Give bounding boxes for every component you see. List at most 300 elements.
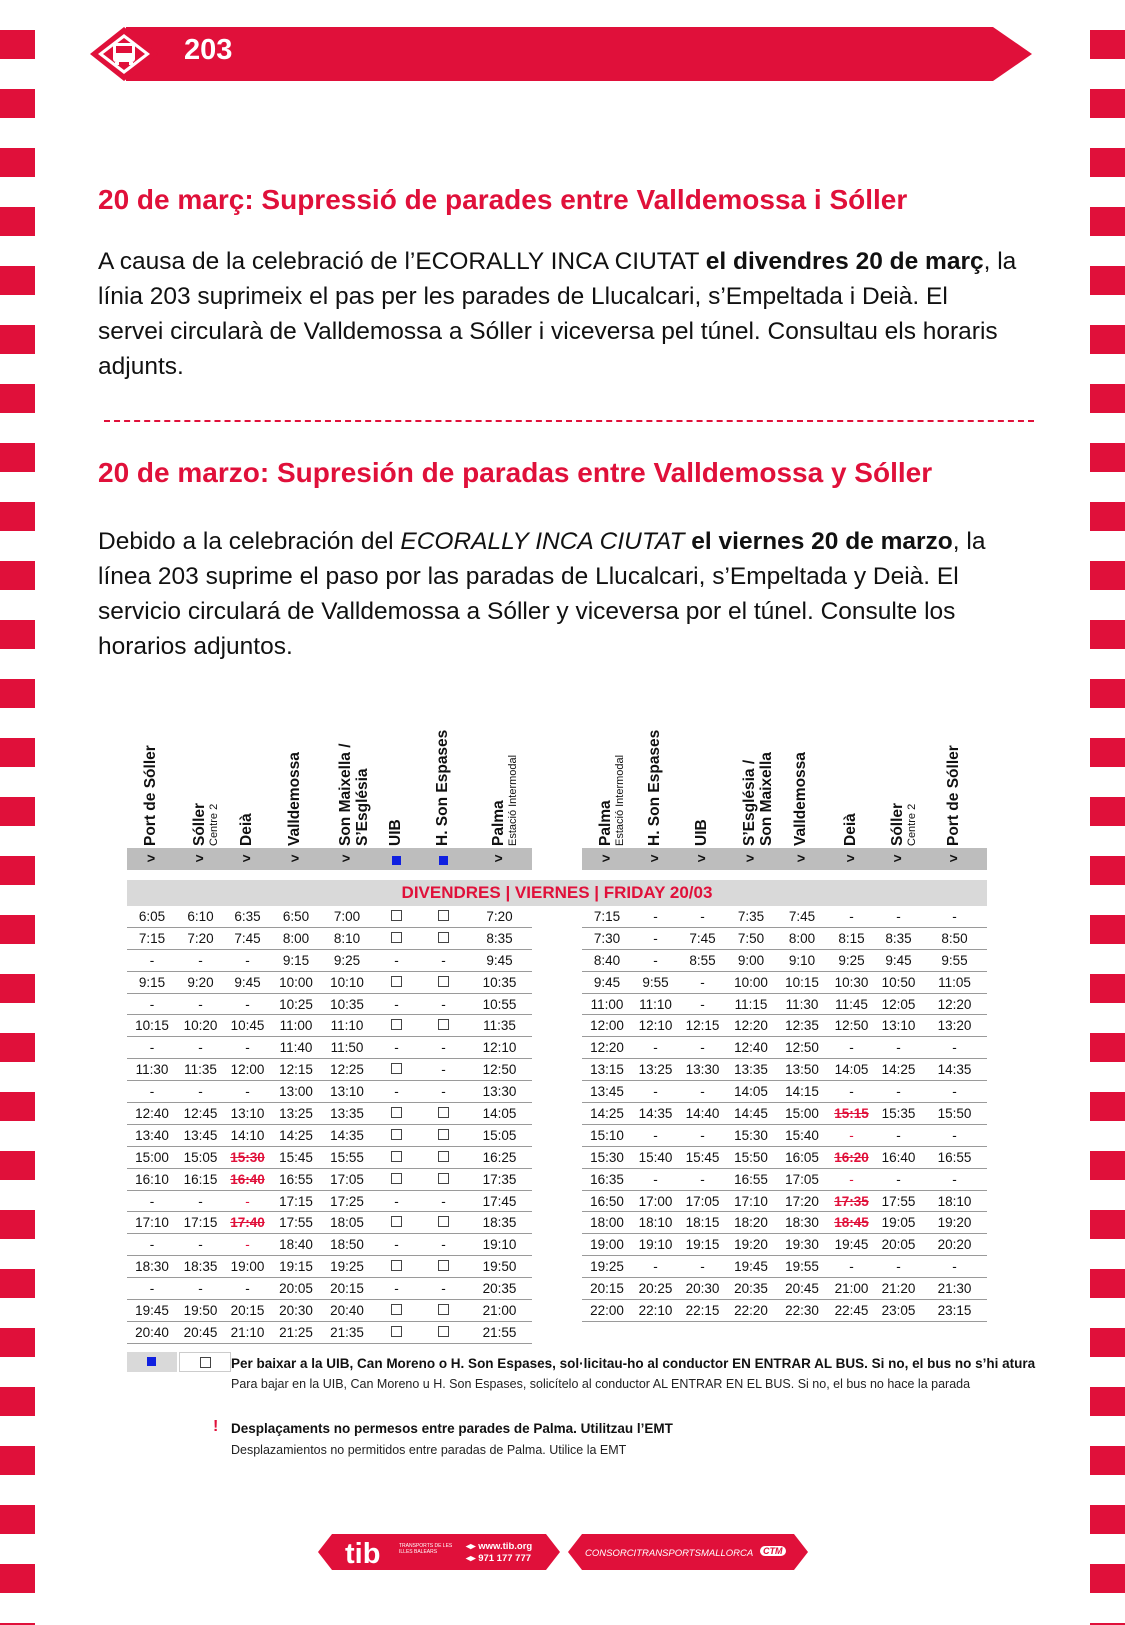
table-row bbox=[582, 906, 987, 927]
time-cell: 8:00 bbox=[776, 927, 828, 949]
right-stop-header bbox=[726, 728, 776, 846]
time-cell: - bbox=[127, 1278, 177, 1300]
notice-body-es bbox=[98, 524, 1018, 664]
table-row bbox=[127, 1168, 532, 1190]
time-cell: 20:25 bbox=[632, 1278, 679, 1300]
time-cell: 20:35 bbox=[726, 1278, 776, 1300]
time-cell: 8:00 bbox=[271, 927, 321, 949]
time-cell: - bbox=[127, 1190, 177, 1212]
time-cell bbox=[373, 1059, 420, 1081]
table-row bbox=[582, 1059, 987, 1081]
table-row bbox=[582, 1300, 987, 1322]
time-cell: 11:50 bbox=[321, 1037, 373, 1059]
time-cell bbox=[373, 1168, 420, 1190]
time-cell: 12:20 bbox=[582, 1037, 632, 1059]
legend-white-box bbox=[179, 1352, 231, 1372]
time-cell: 18:40 bbox=[271, 1234, 321, 1256]
stop-name: UIB bbox=[386, 819, 404, 846]
time-cell: - bbox=[632, 1256, 679, 1278]
table-row bbox=[582, 971, 987, 993]
time-cell: 6:05 bbox=[127, 906, 177, 927]
time-cell: - bbox=[373, 949, 420, 971]
stop-name: Valldemossa bbox=[792, 752, 809, 846]
time-cell: 8:35 bbox=[467, 927, 532, 949]
time-cell: - bbox=[679, 1256, 726, 1278]
time-cell bbox=[373, 971, 420, 993]
time-cell: 14:35 bbox=[632, 1103, 679, 1125]
time-cell: 7:30 bbox=[582, 927, 632, 949]
time-cell: - bbox=[875, 1124, 922, 1146]
time-cell: - bbox=[420, 949, 467, 971]
time-cell: 13:25 bbox=[632, 1059, 679, 1081]
time-cell: - bbox=[420, 1190, 467, 1212]
time-cell: 11:00 bbox=[271, 1015, 321, 1037]
time-cell: - bbox=[373, 1037, 420, 1059]
time-cell: 20:45 bbox=[177, 1321, 224, 1343]
time-cell: 21:00 bbox=[467, 1300, 532, 1322]
globe-icon: ◂▸ bbox=[466, 1541, 479, 1552]
table-row bbox=[582, 1278, 987, 1300]
table-row bbox=[127, 927, 532, 949]
time-cell: 16:15 bbox=[177, 1168, 224, 1190]
time-cell: - bbox=[373, 1190, 420, 1212]
time-cell: - bbox=[875, 1256, 922, 1278]
time-cell: 22:10 bbox=[632, 1300, 679, 1322]
time-cell: 19:15 bbox=[679, 1234, 726, 1256]
time-cell: - bbox=[632, 1168, 679, 1190]
time-cell: 14:05 bbox=[828, 1059, 875, 1081]
time-cell: - bbox=[224, 1278, 271, 1300]
time-cell: 13:35 bbox=[726, 1059, 776, 1081]
time-cell: 19:00 bbox=[582, 1234, 632, 1256]
time-cell: 7:15 bbox=[127, 927, 177, 949]
time-cell: - bbox=[632, 1124, 679, 1146]
time-cell: - bbox=[420, 1081, 467, 1103]
tib-contact[interactable] bbox=[466, 1541, 532, 1565]
time-cell: 21:55 bbox=[467, 1321, 532, 1343]
time-cell: 11:05 bbox=[922, 971, 987, 993]
time-cell: - bbox=[632, 949, 679, 971]
warning-icon: ! bbox=[213, 1418, 219, 1435]
day-label: DIVENDRES | VIERNES | FRIDAY 20/03 bbox=[127, 880, 987, 906]
table-row bbox=[582, 927, 987, 949]
table-row bbox=[582, 949, 987, 971]
table-row bbox=[127, 1190, 532, 1212]
time-cell: 17:40 bbox=[224, 1212, 271, 1234]
time-cell: 9:55 bbox=[632, 971, 679, 993]
time-cell: 17:00 bbox=[632, 1190, 679, 1212]
time-cell: 15:15 bbox=[828, 1103, 875, 1125]
time-cell: 13:45 bbox=[582, 1081, 632, 1103]
time-cell: - bbox=[177, 1278, 224, 1300]
table-row bbox=[127, 1146, 532, 1168]
time-cell: 20:15 bbox=[224, 1300, 271, 1322]
time-cell: 18:50 bbox=[321, 1234, 373, 1256]
time-cell: 14:40 bbox=[679, 1103, 726, 1125]
time-cell: - bbox=[224, 993, 271, 1015]
time-cell: 16:20 bbox=[828, 1146, 875, 1168]
time-cell: 10:20 bbox=[177, 1015, 224, 1037]
table-row bbox=[127, 1081, 532, 1103]
table-row bbox=[582, 1190, 987, 1212]
time-cell: - bbox=[922, 1081, 987, 1103]
time-cell: 17:20 bbox=[776, 1190, 828, 1212]
time-cell: 16:40 bbox=[875, 1146, 922, 1168]
stop-subname: Estació Intermodal bbox=[506, 754, 519, 846]
table-row bbox=[127, 1059, 532, 1081]
time-cell: 19:45 bbox=[127, 1300, 177, 1322]
time-cell bbox=[420, 1300, 467, 1322]
right-stop-header bbox=[828, 728, 875, 846]
table-row bbox=[582, 1081, 987, 1103]
time-cell: 11:35 bbox=[467, 1015, 532, 1037]
time-cell: 15:30 bbox=[582, 1146, 632, 1168]
left-stop-header bbox=[177, 728, 224, 846]
time-cell: 7:45 bbox=[679, 927, 726, 949]
right-stop-header bbox=[922, 728, 987, 846]
time-cell bbox=[420, 971, 467, 993]
time-cell: 13:35 bbox=[321, 1103, 373, 1125]
time-cell: 20:15 bbox=[321, 1278, 373, 1300]
time-cell: 19:55 bbox=[776, 1256, 828, 1278]
ctm-badge: CTM bbox=[760, 1546, 786, 1556]
time-cell: 8:40 bbox=[582, 949, 632, 971]
time-cell: 12:40 bbox=[127, 1103, 177, 1125]
time-cell: - bbox=[828, 1256, 875, 1278]
time-cell: 16:50 bbox=[582, 1190, 632, 1212]
time-cell: 12:35 bbox=[776, 1015, 828, 1037]
time-cell: 10:00 bbox=[271, 971, 321, 993]
time-cell: 12:50 bbox=[776, 1037, 828, 1059]
stop-name: Son Maixella / S’Església bbox=[337, 743, 371, 846]
table-row bbox=[582, 1234, 987, 1256]
ctm-logo-text: CONSORCITRANSPORTSMALLORCA bbox=[585, 1548, 754, 1559]
time-cell: 18:45 bbox=[828, 1212, 875, 1234]
table-row bbox=[127, 1321, 532, 1343]
time-cell: 8:50 bbox=[922, 927, 987, 949]
time-cell: 6:50 bbox=[271, 906, 321, 927]
time-cell: 15:30 bbox=[726, 1124, 776, 1146]
time-cell bbox=[420, 1321, 467, 1343]
time-cell: 15:35 bbox=[875, 1103, 922, 1125]
time-cell bbox=[420, 1146, 467, 1168]
time-cell: 9:15 bbox=[127, 971, 177, 993]
time-cell: 12:20 bbox=[922, 993, 987, 1015]
time-cell: 12:10 bbox=[467, 1037, 532, 1059]
time-cell: 10:00 bbox=[726, 971, 776, 993]
table-row bbox=[582, 1103, 987, 1125]
notice-es-text-2: , la línea 203 suprime el paso por las paradas de Llucalcari, s’Empeltada y Deià. El servicio circulará de Valldemossa a Sóller y viceversa por el túnel. Consulte los horarios adjuntos. bbox=[98, 528, 986, 660]
right-direction-row bbox=[582, 848, 987, 870]
stop-subname: Estació Intermodal bbox=[614, 754, 626, 846]
time-cell: 13:00 bbox=[271, 1081, 321, 1103]
time-cell: - bbox=[632, 927, 679, 949]
time-cell bbox=[420, 927, 467, 949]
table-row bbox=[127, 1234, 532, 1256]
tib-logo: tib bbox=[345, 1538, 381, 1570]
direction-arrow: > bbox=[893, 850, 902, 866]
time-cell: 19:15 bbox=[271, 1256, 321, 1278]
timetable-palma-bound bbox=[127, 906, 532, 1344]
time-cell: 19:25 bbox=[582, 1256, 632, 1278]
time-cell: 18:10 bbox=[632, 1212, 679, 1234]
right-dashed-border bbox=[1090, 0, 1125, 1625]
time-cell: - bbox=[632, 1037, 679, 1059]
time-cell: 16:40 bbox=[224, 1168, 271, 1190]
timetable-left-headers bbox=[127, 728, 532, 866]
left-stop-header bbox=[127, 728, 177, 846]
right-stop-header bbox=[875, 728, 922, 846]
time-cell: 10:35 bbox=[467, 971, 532, 993]
time-cell: 16:55 bbox=[271, 1168, 321, 1190]
time-cell: - bbox=[373, 993, 420, 1015]
time-cell: 18:10 bbox=[922, 1190, 987, 1212]
time-cell: 18:30 bbox=[776, 1212, 828, 1234]
route-number: 203 bbox=[184, 34, 233, 66]
direction-arrow: > bbox=[291, 850, 300, 866]
time-cell: 22:20 bbox=[726, 1300, 776, 1322]
time-cell: 15:00 bbox=[127, 1146, 177, 1168]
time-cell: 13:30 bbox=[679, 1059, 726, 1081]
table-row bbox=[127, 949, 532, 971]
time-cell: 12:00 bbox=[582, 1015, 632, 1037]
direction-arrow: > bbox=[342, 850, 351, 866]
time-cell: 19:05 bbox=[875, 1212, 922, 1234]
time-cell: 12:50 bbox=[467, 1059, 532, 1081]
time-cell: - bbox=[177, 1081, 224, 1103]
legend-white-square-icon bbox=[200, 1357, 211, 1368]
notice-es-bold: el viernes 20 de marzo bbox=[684, 528, 953, 555]
time-cell: 14:35 bbox=[922, 1059, 987, 1081]
table-row bbox=[582, 1212, 987, 1234]
time-cell: - bbox=[679, 1081, 726, 1103]
time-cell: 11:10 bbox=[321, 1015, 373, 1037]
time-cell: - bbox=[828, 1037, 875, 1059]
time-cell: 20:20 bbox=[922, 1234, 987, 1256]
left-direction-row bbox=[127, 848, 532, 870]
time-cell: 11:15 bbox=[726, 993, 776, 1015]
time-cell: 21:25 bbox=[271, 1321, 321, 1343]
time-cell: 21:35 bbox=[321, 1321, 373, 1343]
time-cell: 13:40 bbox=[127, 1124, 177, 1146]
time-cell: 13:10 bbox=[875, 1015, 922, 1037]
time-cell: 10:10 bbox=[321, 971, 373, 993]
time-cell: 15:00 bbox=[776, 1103, 828, 1125]
time-cell bbox=[420, 1256, 467, 1278]
time-cell: 14:05 bbox=[467, 1103, 532, 1125]
phone-icon: ◂▸ bbox=[466, 1553, 479, 1564]
time-cell: - bbox=[127, 993, 177, 1015]
time-cell: - bbox=[224, 1234, 271, 1256]
time-cell: 18:00 bbox=[582, 1212, 632, 1234]
table-row bbox=[582, 1015, 987, 1037]
time-cell: 15:40 bbox=[632, 1146, 679, 1168]
table-row bbox=[582, 993, 987, 1015]
time-cell: 17:55 bbox=[271, 1212, 321, 1234]
time-cell: - bbox=[632, 906, 679, 927]
time-cell: 19:30 bbox=[776, 1234, 828, 1256]
time-cell: 16:35 bbox=[582, 1168, 632, 1190]
time-cell: 17:35 bbox=[828, 1190, 875, 1212]
time-cell: 15:50 bbox=[726, 1146, 776, 1168]
time-cell bbox=[420, 1168, 467, 1190]
stop-name: Palma bbox=[489, 800, 507, 846]
time-cell: - bbox=[127, 949, 177, 971]
stop-name: UIB bbox=[692, 819, 710, 846]
left-stop-header bbox=[373, 728, 420, 846]
time-cell: 19:10 bbox=[467, 1234, 532, 1256]
time-cell: - bbox=[632, 1081, 679, 1103]
time-cell: 12:50 bbox=[828, 1015, 875, 1037]
time-cell: 14:15 bbox=[776, 1081, 828, 1103]
time-cell: 22:30 bbox=[776, 1300, 828, 1322]
time-cell: 11:45 bbox=[828, 993, 875, 1015]
time-cell: 12:20 bbox=[726, 1015, 776, 1037]
time-cell: 17:10 bbox=[726, 1190, 776, 1212]
time-cell: - bbox=[828, 1081, 875, 1103]
notice-ca-text-1: A causa de la celebració de l’ECORALLY INCA CIUTAT bbox=[98, 248, 706, 275]
time-cell: 13:15 bbox=[582, 1059, 632, 1081]
direction-arrow: > bbox=[602, 850, 611, 866]
time-cell: 20:40 bbox=[321, 1300, 373, 1322]
time-cell: - bbox=[679, 1037, 726, 1059]
time-cell: 19:00 bbox=[224, 1256, 271, 1278]
time-cell: 15:40 bbox=[776, 1124, 828, 1146]
timetable-soller-bound bbox=[582, 906, 987, 1322]
time-cell: - bbox=[420, 993, 467, 1015]
time-cell: - bbox=[922, 1168, 987, 1190]
time-cell: - bbox=[373, 1234, 420, 1256]
time-cell: - bbox=[373, 1081, 420, 1103]
stop-name: Port de Sóller bbox=[142, 745, 159, 846]
time-cell: 9:00 bbox=[726, 949, 776, 971]
time-cell: 12:15 bbox=[679, 1015, 726, 1037]
time-cell: 9:25 bbox=[321, 949, 373, 971]
time-cell: 13:20 bbox=[922, 1015, 987, 1037]
time-cell: 22:45 bbox=[828, 1300, 875, 1322]
time-cell: - bbox=[127, 1234, 177, 1256]
time-cell: 16:55 bbox=[922, 1146, 987, 1168]
direction-arrow: > bbox=[697, 850, 706, 866]
time-cell bbox=[420, 906, 467, 927]
table-row bbox=[127, 1103, 532, 1125]
time-cell: 10:15 bbox=[127, 1015, 177, 1037]
time-cell bbox=[420, 1124, 467, 1146]
table-row bbox=[127, 1015, 532, 1037]
direction-arrow: > bbox=[846, 850, 855, 866]
time-cell: 15:30 bbox=[224, 1146, 271, 1168]
time-cell: 17:05 bbox=[679, 1190, 726, 1212]
time-cell: - bbox=[922, 906, 987, 927]
time-cell: 10:45 bbox=[224, 1015, 271, 1037]
time-cell: 15:45 bbox=[271, 1146, 321, 1168]
time-cell: 15:55 bbox=[321, 1146, 373, 1168]
time-cell: - bbox=[679, 993, 726, 1015]
time-cell: - bbox=[420, 1234, 467, 1256]
time-cell: - bbox=[177, 1234, 224, 1256]
time-cell bbox=[373, 927, 420, 949]
time-cell: 7:35 bbox=[726, 906, 776, 927]
time-cell: 20:15 bbox=[582, 1278, 632, 1300]
time-cell: - bbox=[875, 906, 922, 927]
time-cell: 9:45 bbox=[875, 949, 922, 971]
left-dashed-border bbox=[0, 0, 35, 1625]
time-cell: - bbox=[875, 1081, 922, 1103]
time-cell bbox=[420, 1103, 467, 1125]
time-cell: 12:10 bbox=[632, 1015, 679, 1037]
time-cell: 8:15 bbox=[828, 927, 875, 949]
time-cell: 17:10 bbox=[127, 1212, 177, 1234]
time-cell: 13:45 bbox=[177, 1124, 224, 1146]
time-cell: 20:30 bbox=[271, 1300, 321, 1322]
time-cell: 21:20 bbox=[875, 1278, 922, 1300]
time-cell: - bbox=[373, 1278, 420, 1300]
time-cell: 15:10 bbox=[582, 1124, 632, 1146]
time-cell bbox=[373, 906, 420, 927]
emt-note-es: Desplazamientos no permitidos entre paradas de Palma. Utilice la EMT bbox=[231, 1443, 627, 1457]
notice-title-ca: 20 de març: Supressió de parades entre Valldemossa i Sóller bbox=[98, 184, 908, 215]
time-cell: 16:05 bbox=[776, 1146, 828, 1168]
time-cell: 11:40 bbox=[271, 1037, 321, 1059]
time-cell: - bbox=[922, 1124, 987, 1146]
table-row bbox=[127, 1300, 532, 1322]
right-stop-headers bbox=[582, 728, 987, 846]
time-cell: - bbox=[679, 1124, 726, 1146]
time-cell: 8:55 bbox=[679, 949, 726, 971]
time-cell: - bbox=[177, 1190, 224, 1212]
time-cell: 19:25 bbox=[321, 1256, 373, 1278]
time-cell: 7:45 bbox=[776, 906, 828, 927]
time-cell: 17:35 bbox=[467, 1168, 532, 1190]
time-cell: 7:15 bbox=[582, 906, 632, 927]
time-cell: 13:10 bbox=[224, 1103, 271, 1125]
table-row bbox=[127, 1256, 532, 1278]
time-cell: 7:00 bbox=[321, 906, 373, 927]
time-cell: 18:20 bbox=[726, 1212, 776, 1234]
table-row bbox=[582, 1146, 987, 1168]
stop-name: S’Església / Son Maixella bbox=[741, 752, 775, 846]
tib-website-link[interactable]: www.tib.org bbox=[478, 1541, 533, 1552]
right-stop-header bbox=[632, 728, 679, 846]
time-cell bbox=[420, 1212, 467, 1234]
time-cell bbox=[373, 1103, 420, 1125]
time-cell: - bbox=[420, 1037, 467, 1059]
time-cell bbox=[373, 1321, 420, 1343]
time-cell: 10:30 bbox=[828, 971, 875, 993]
stop-name: Deià bbox=[841, 813, 859, 846]
time-cell: 7:45 bbox=[224, 927, 271, 949]
time-cell: 9:45 bbox=[582, 971, 632, 993]
time-cell: 16:25 bbox=[467, 1146, 532, 1168]
time-cell bbox=[373, 1300, 420, 1322]
time-cell: 21:10 bbox=[224, 1321, 271, 1343]
time-cell: 9:45 bbox=[224, 971, 271, 993]
time-cell: 12:05 bbox=[875, 993, 922, 1015]
time-cell: - bbox=[679, 906, 726, 927]
stop-name: H. Son Espases bbox=[433, 729, 451, 846]
time-cell: - bbox=[922, 1037, 987, 1059]
table-row bbox=[127, 906, 532, 927]
time-cell: 14:35 bbox=[321, 1124, 373, 1146]
table-row bbox=[582, 1124, 987, 1146]
time-cell: 15:05 bbox=[177, 1146, 224, 1168]
time-cell: 14:25 bbox=[875, 1059, 922, 1081]
stop-name: Sóller bbox=[190, 802, 208, 846]
time-cell: - bbox=[224, 1190, 271, 1212]
time-cell: 17:15 bbox=[271, 1190, 321, 1212]
time-cell: 13:30 bbox=[467, 1081, 532, 1103]
notice-body-ca bbox=[98, 244, 1018, 384]
